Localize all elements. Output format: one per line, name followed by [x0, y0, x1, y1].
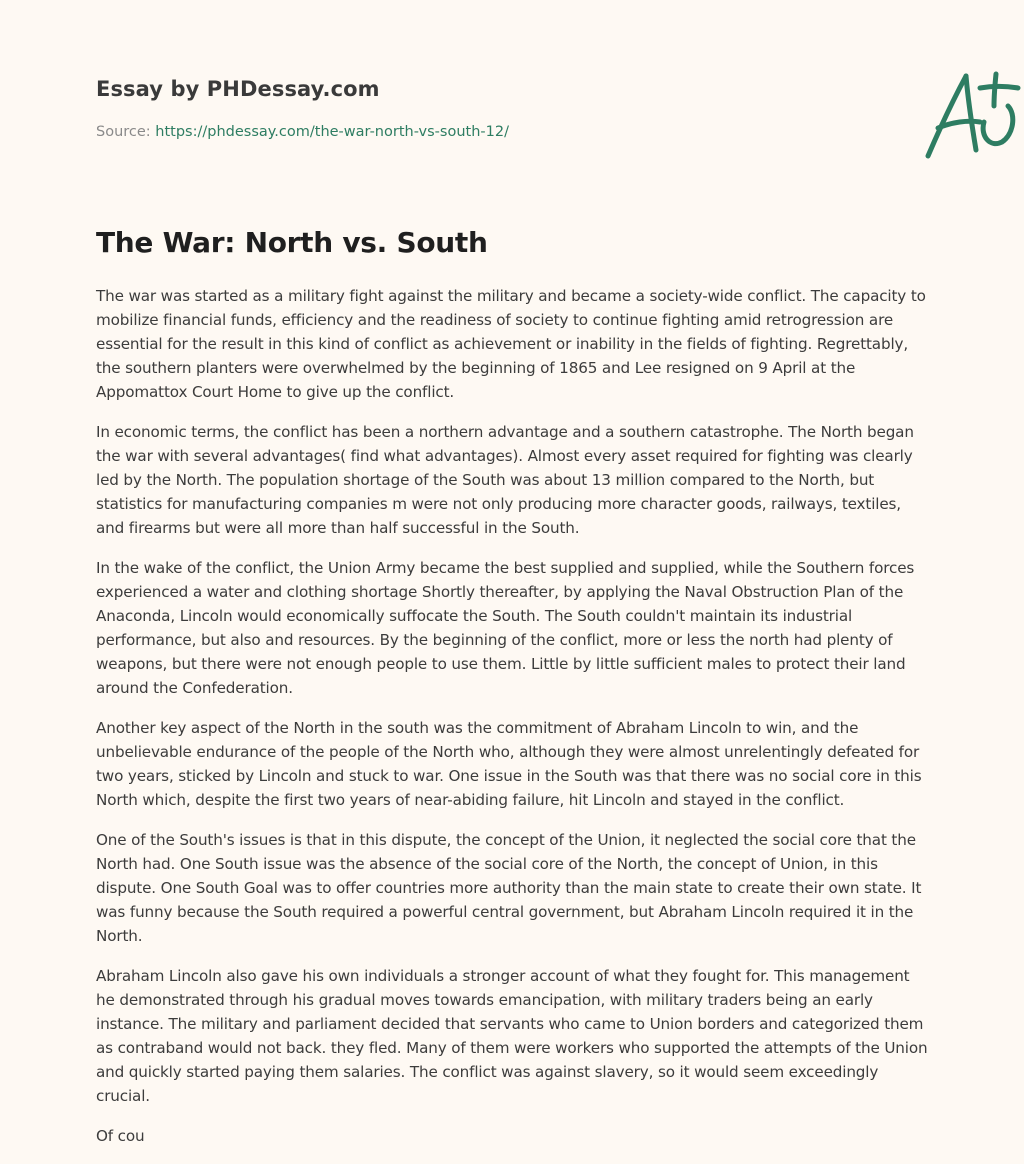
essay-title: The War: North vs. South [96, 226, 488, 259]
essay-paragraph: Abraham Lincoln also gave his own individuals a stronger account of what they fought for. This management he demonstrated through his gradual moves towards emancipation, with military traders being an early instance. The military and parliament decided that servants who came to Union borders and categorized them as contraband would not back. they fled. Many of them were workers who supported the attempts of the Union and quickly started paying them salaries. The conflict was against slavery, so it would seem exceedingly crucial. [96, 967, 928, 1105]
brand-title: Essay by PHDessay.com [96, 77, 380, 101]
essay-paragraph: The war was started as a military fight against the military and became a society-wide conflict. The capacity to mobilize financial funds, efficiency and the readiness of society to continue fighting amid retrogression are essential for the result in this kind of conflict as achievement or inability in the fields of fighting. Regrettably, the southern planters were overwhelmed by the beginning of 1865 and Lee resigned on 9 April at the Appomattox Court Home to give up the conflict. [96, 287, 926, 401]
source-label: Source: [96, 124, 156, 140]
source-line [96, 124, 509, 140]
essay-paragraph: Of cou [96, 1127, 145, 1145]
essay-paragraph: One of the South's issues is that in this dispute, the concept of the Union, it neglected the social core that the North had. One South issue was the absence of the social core of the North, the concept of Union, in this dispute. One South Goal was to offer countries more authority than the main state to create their own state. It was funny because the South required a powerful central government, but Abraham Lincoln required it in the North. [96, 831, 922, 945]
essay-body [96, 284, 932, 1164]
essay-paragraph: Another key aspect of the North in the south was the commitment of Abraham Lincoln to win, and the unbelievable endurance of the people of the North who, although they were almost unrelentingly defeated for two years, sticked by Lincoln and stuck to war. One issue in the South was that there was no social core in this North which, despite the first two years of near-abiding failure, hit Lincoln and stayed in the conflict. [96, 719, 922, 809]
essay-paragraph: In economic terms, the conflict has been a northern advantage and a southern catastrophe. The North began the war with several advantages( find what advantages). Almost every asset required for fighting was clearly led by the North. The population shortage of the South was about 13 million compared to the North, but statistics for manufacturing companies m were not only producing more character goods, railways, textiles, and firearms but were all more than half successful in the South. [96, 423, 914, 537]
a-plus-logo-icon [918, 66, 1024, 166]
source-link[interactable]: https://phdessay.com/the-war-north-vs-south-12/ [155, 124, 509, 140]
essay-paragraph: In the wake of the conflict, the Union Army became the best supplied and supplied, while the Southern forces experienced a water and clothing shortage Shortly thereafter, by applying the Naval Obstruction Plan of the Anaconda, Lincoln would economically suffocate the South. The South couldn't maintain its industrial performance, but also and resources. By the beginning of the conflict, more or less the north had plenty of weapons, but there were not enough people to use them. Little by little sufficient males to protect their land around the Confederation. [96, 559, 915, 697]
